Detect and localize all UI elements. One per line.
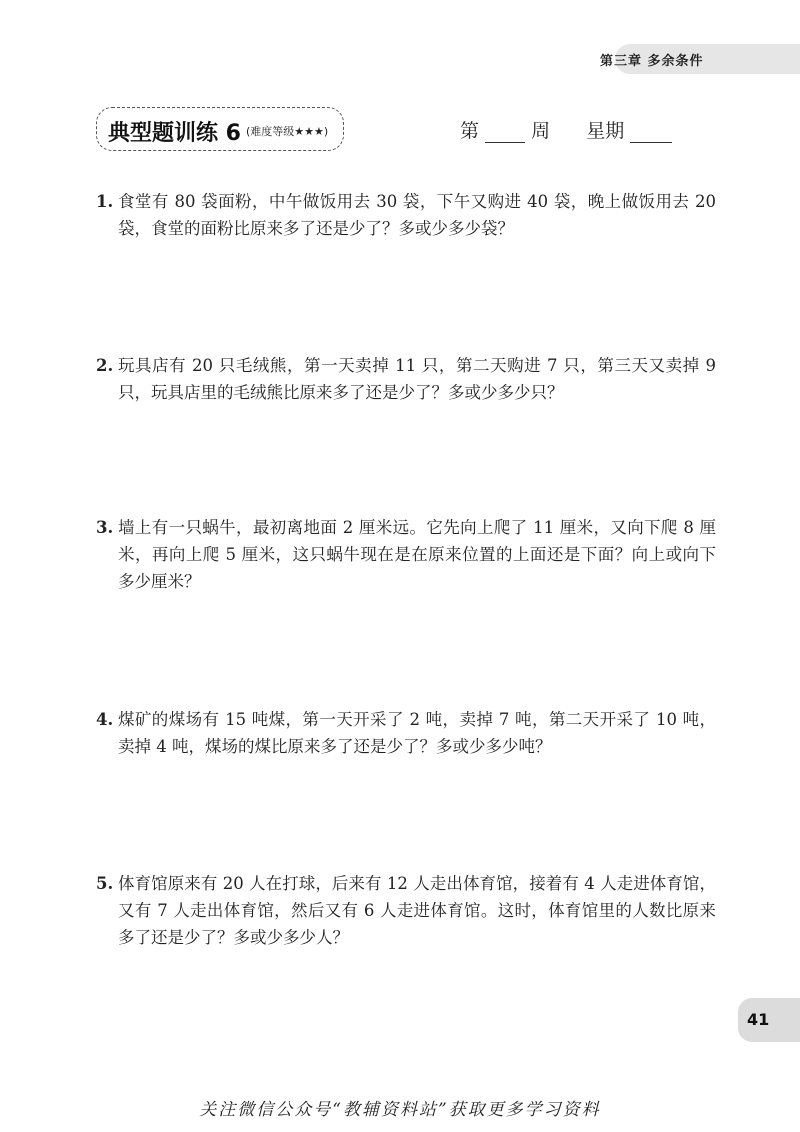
- problem-text: 煤矿的煤场有 15 吨煤，第一天开采了 2 吨，卖掉 7 吨，第二天开采了 10 吨，卖掉 4 吨，煤场的煤比原来多了还是少了？多或少多少吨？: [118, 710, 716, 756]
- difficulty-rating: (难度等级★★★): [246, 125, 329, 138]
- problem-text: 体育馆原来有 20 人在打球，后来有 12 人走出体育馆，接着有 4 人走进体育馆，又有 7 人走出体育馆，然后又有 6 人走进体育馆。这时，体育馆里的人数比原来多了还是少了？多或少多少人？: [118, 874, 716, 947]
- page-title: 典型题训练 6: [108, 121, 241, 146]
- day-label: 星期: [586, 120, 625, 142]
- problem-text: 墙上有一只蜗牛，最初离地面 2 厘米远。它先向上爬了 11 厘米，又向下爬 8 厘米，再向上爬 5 厘米，这只蜗牛现在是在原来位置的上面还是下面？向上或向下多少厘米？: [118, 518, 716, 591]
- problem-number: 1.: [96, 192, 114, 211]
- problem-5: [96, 870, 716, 951]
- footer-note: 关注微信公众号“教辅资料站”获取更多学习资料: [199, 1100, 601, 1120]
- problem-text: 玩具店有 20 只毛绒熊，第一天卖掉 11 只，第二天购进 7 只，第三天又卖掉 9 只，玩具店里的毛绒熊比原来多了还是少了？多或少多少只？: [118, 356, 716, 402]
- problem-number: 2.: [96, 356, 114, 375]
- problem-2: [96, 352, 716, 406]
- week-prefix: 第: [460, 120, 480, 142]
- problem-number: 5.: [96, 874, 114, 893]
- problem-3: [96, 514, 716, 595]
- week-blank[interactable]: [485, 122, 525, 143]
- problem-number: 3.: [96, 518, 114, 537]
- problem-1: [96, 188, 716, 242]
- problem-text: 食堂有 80 袋面粉，中午做饭用去 30 袋，下午又购进 40 袋，晚上做饭用去 20 袋，食堂的面粉比原来多了还是少了？多或少多少袋？: [118, 192, 716, 238]
- problem-4: [96, 706, 716, 760]
- problem-number: 4.: [96, 710, 114, 729]
- page-number: 41: [747, 1010, 770, 1029]
- schedule-line: [460, 116, 672, 143]
- chapter-label: 第三章 多余条件: [600, 54, 704, 69]
- day-blank[interactable]: [630, 122, 672, 143]
- week-suffix: 周: [531, 120, 551, 142]
